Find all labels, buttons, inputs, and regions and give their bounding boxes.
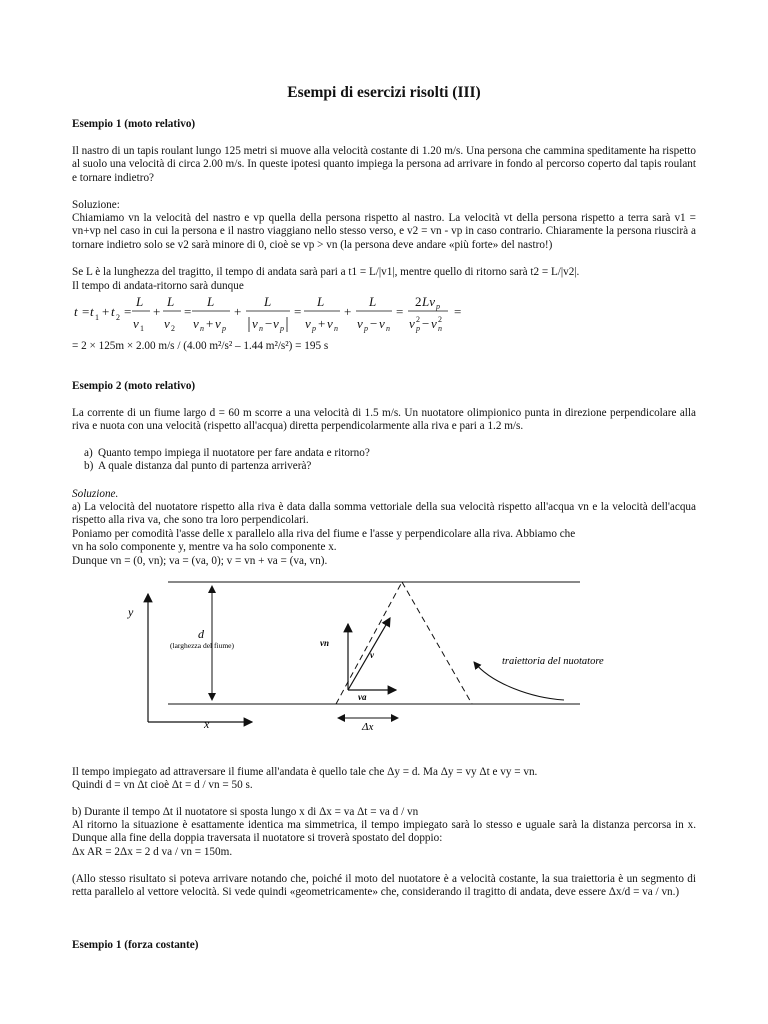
dx-label: Δx	[362, 721, 374, 732]
svg-text:L: L	[369, 294, 377, 309]
ex2-b-paragraph: Al ritorno la situazione è esattamente identica ma simmetrica, il tempo impiegato sarà lo stesso e uguale sarà la distanza percorsa in x. Dunque alla fine della doppia traversata il nuotatore si troverà spostato del doppio:	[72, 819, 696, 845]
svg-text:2: 2	[438, 315, 442, 324]
svg-text:p: p	[280, 324, 284, 333]
ex3-heading: Esempio 1 (forza costante)	[72, 939, 199, 951]
ex2-question-list	[72, 447, 696, 474]
svg-text:v: v	[327, 316, 333, 331]
svg-text:+: +	[102, 304, 110, 319]
ex1-solution-paragraph: Chiamiamo vn la velocità del nastro e vp quella della persona rispetto al nastro. La velocità vt della persona rispetto a terra sarà v1 = vn+vp nel caso in cui la persona e il nastro viaggiano nello stesso verso, e v2 = vn - vp in caso contrario. Chiaramente la persona riuscirà a tornare indietro solo se v2 sarà minore di 0, cioè se vp > vn (la persona deve andare «più forte» del nastro!)	[72, 212, 696, 251]
river-width-label: d	[198, 627, 204, 641]
x-axis-label: x	[204, 717, 210, 731]
svg-text:L: L	[136, 294, 144, 309]
ex1-solution-line-2: Se L è la lunghezza del tragitto, il tempo di andata sarà pari a t1 = L/|v1|, mentre quello di ritorno sarà t2 = L/|v2|.	[72, 266, 580, 278]
ex2-problem-text: La corrente di un fiume largo d = 60 m scorre a una velocità di 1.5 m/s. Un nuotatore olimpionico punta in direzione perpendicolare alla riva e nuota con una velocità (rispetto all'acqua) diretta perpendicolarmente alla riva e pari a 1.2 m/s.	[72, 407, 696, 433]
y-axis-label: y	[128, 605, 134, 619]
svg-text:=: =	[124, 304, 132, 319]
svg-text:n: n	[438, 324, 442, 333]
trajectory-forward	[336, 582, 402, 704]
svg-text:2: 2	[171, 324, 175, 333]
svg-text:n: n	[200, 324, 204, 333]
ex2-solution-a1: a) La velocità del nuotatore rispetto alla riva è data dalla somma vettoriale della sua velocità rispetto all'acqua vn e la velocità dell'acqua rispetto alla riva va, che sono tra loro perpendicolari.	[72, 501, 696, 527]
svg-text:v: v	[133, 316, 139, 331]
ex2-solution-label: Soluzione.	[72, 488, 119, 500]
svg-text:t: t	[74, 304, 78, 319]
svg-text:L: L	[264, 294, 272, 309]
svg-text:p: p	[312, 324, 316, 333]
trajectory-return	[402, 582, 472, 704]
ex2-solution-a4: Dunque vn = (0, vn); va = (va, 0); v = vn + va = (va, vn).	[72, 555, 328, 567]
svg-text:2: 2	[415, 294, 422, 309]
svg-text:−: −	[370, 316, 378, 331]
svg-text:=: =	[184, 304, 192, 319]
v-vector	[348, 618, 390, 690]
svg-text:2: 2	[416, 315, 420, 324]
ex1-solution-line-3: Il tempo di andata-ritorno sarà dunque	[72, 280, 244, 292]
svg-text:n: n	[334, 324, 338, 333]
svg-text:2: 2	[116, 313, 120, 322]
page-title: Esempi di esercizi risolti (III)	[287, 84, 481, 101]
ex2-solution-a2: Poniamo per comodità l'asse delle x parallelo alla riva del fiume e l'asse y perpendicolare alla riva. Abbiamo che	[72, 528, 576, 540]
svg-text:n: n	[259, 324, 263, 333]
svg-text:v: v	[431, 316, 437, 331]
svg-text:v: v	[409, 316, 415, 331]
svg-text:p: p	[416, 324, 420, 333]
svg-text:v: v	[379, 316, 385, 331]
ex2-b-result: Δx AR = 2Δx = 2 d va / vn = 150m.	[72, 846, 233, 858]
ex2-heading: Esempio 2 (moto relativo)	[72, 380, 196, 392]
svg-text:−: −	[265, 316, 273, 331]
svg-text:v: v	[193, 316, 199, 331]
river-width-caption: (larghezza del fiume)	[170, 641, 234, 650]
svg-text:p: p	[364, 324, 368, 333]
svg-text:v: v	[215, 316, 221, 331]
svg-text:=: =	[82, 304, 90, 319]
ex2-solution-a3: vn ha solo componente y, mentre va ha solo componente x.	[72, 541, 337, 553]
svg-text:1: 1	[140, 324, 144, 333]
svg-text:n: n	[386, 324, 390, 333]
list-item: a) Quanto tempo impiega il nuotatore per fare andata e ritorno?	[84, 447, 370, 459]
svg-text:+: +	[234, 304, 242, 319]
svg-text:p: p	[222, 324, 226, 333]
ex2-b-line-1: b) Durante il tempo Δt il nuotatore si sposta lungo x di Δx = va Δt = va d / vn	[72, 806, 419, 818]
svg-text:v: v	[164, 316, 170, 331]
svg-text:v: v	[305, 316, 311, 331]
vn-label: vn	[320, 638, 329, 648]
v-label: v	[370, 650, 374, 660]
svg-text:=: =	[396, 304, 404, 319]
svg-text:t: t	[90, 304, 94, 319]
svg-text:v: v	[252, 316, 258, 331]
ex1-solution-label: Soluzione:	[72, 199, 120, 211]
svg-text:+: +	[318, 316, 326, 331]
ex1-heading: Esempio 1 (moto relativo)	[72, 118, 196, 130]
svg-text:L: L	[207, 294, 215, 309]
svg-text:=: =	[454, 304, 462, 319]
ex2-time-line-1: Il tempo impiegato ad attraversare il fiume all'andata è quello tale che Δy = d. Ma Δy = vy Δt e vy = vn.	[72, 766, 538, 778]
svg-text:v: v	[357, 316, 363, 331]
trajectory-label: traiettoria del nuotatore	[502, 656, 604, 667]
va-label: va	[358, 692, 367, 702]
svg-text:L: L	[317, 294, 325, 309]
ex1-result: = 2 × 125m × 2.00 m/s / (4.00 m²/s² – 1.44 m²/s²) = 195 s	[72, 340, 329, 352]
svg-text:L: L	[167, 294, 175, 309]
svg-text:=: =	[294, 304, 302, 319]
svg-text:Lv: Lv	[422, 294, 435, 309]
ex2-time-line-2: Quindi d = vn Δt cioè Δt = d / vn = 50 s.	[72, 779, 253, 791]
svg-text:+: +	[344, 304, 352, 319]
svg-text:1: 1	[95, 313, 99, 322]
ex2-note: (Allo stesso risultato si poteva arrivare notando che, poiché il moto del nuotatore è a velocità costante, la sua traiettoria è un segmento di retta parallelo al vettore velocità. Si vede quindi «geometricamente» che, considerando il tragitto di andata, deve essere Δx/d = va / vn.)	[72, 873, 696, 899]
river-diagram	[72, 572, 696, 732]
svg-text:p: p	[436, 302, 440, 311]
svg-text:+: +	[153, 304, 161, 319]
trajectory-pointer	[474, 662, 564, 700]
svg-text:−: −	[422, 316, 430, 331]
list-item: b) A quale distanza dal punto di partenza arriverà?	[84, 460, 312, 473]
ex1-formula	[72, 292, 512, 337]
ex1-problem-text: Il nastro di un tapis roulant lungo 125 metri si muove alla velocità costante di 1.20 m/s. Una persona che cammina speditamente ha rispetto al suolo una velocità di circa 2.00 m/s. In queste ipotesi quanto impiega la persona ad arrivare in fondo al percorso coperto dal tapis roulant e tornare indietro?	[72, 145, 696, 184]
svg-text:v: v	[273, 316, 279, 331]
svg-text:t: t	[111, 304, 115, 319]
svg-text:+: +	[206, 316, 214, 331]
